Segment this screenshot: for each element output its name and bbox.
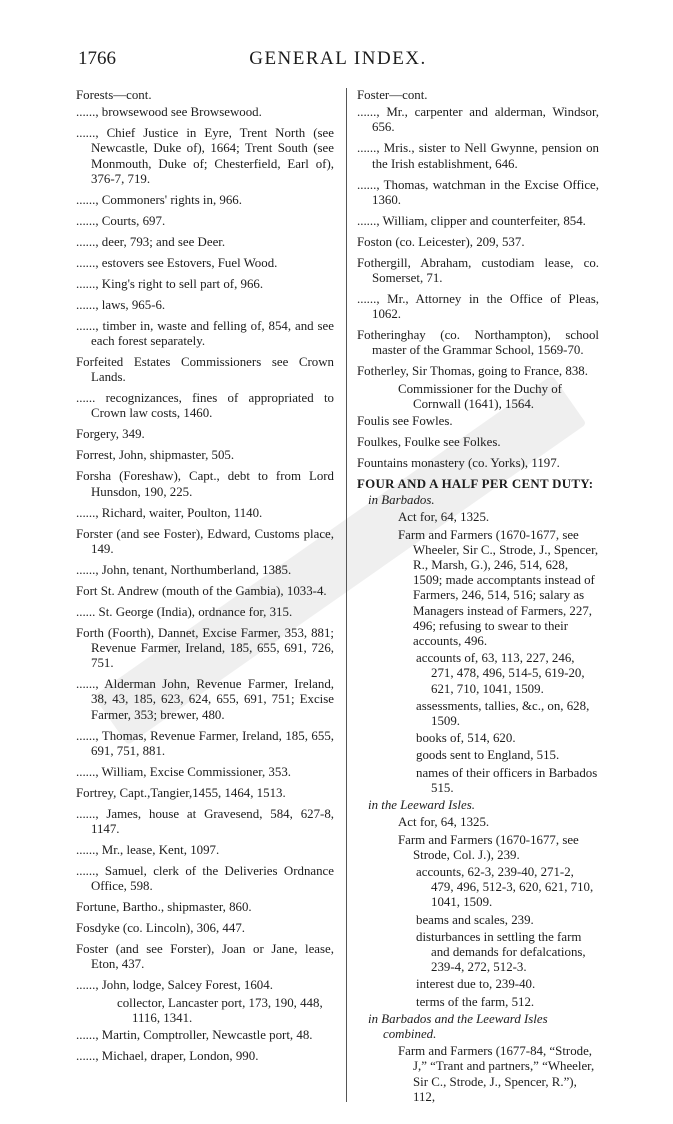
index-entry: Forrest, John, shipmaster, 505. [76, 448, 235, 463]
page-header [78, 48, 598, 76]
index-heading: FOUR AND A HALF PER CENT DUTY: [357, 477, 594, 492]
index-entry: Fortune, Bartho., shipmaster, 860. [76, 900, 252, 915]
index-entry: ...... recognizances, fines of appropriated to Crown law costs, 1460. [76, 391, 334, 421]
index-subentry: Farm and Farmers (1670-1677, see Wheeler, Sir C., Strode, J., Spencer, R., Marsh, G.), 246, 514, 628, 1509; made accomptants instead of Farmers, 246, 514, 516; salary as Managers instead of Farmers, 227, 496; refusing to swear to their accounts, 496. [398, 527, 599, 649]
index-entry: ......, timber in, waste and felling of, 854, and see each forest separately. [76, 318, 334, 349]
index-entry: ......, William, Excise Commissioner, 353. [76, 764, 291, 779]
index-subentry: accounts of, 63, 113, 227, 246, 271, 478, 496, 514-5, 619-20, 621, 710, 1041, 1509. [416, 651, 585, 696]
index-entry: Fort St. Andrew (mouth of the Gambia), 1033-4. [76, 583, 327, 598]
index-entry: Foulis see Fowles. [357, 414, 453, 429]
index-entry: ......, laws, 965-6. [76, 297, 166, 312]
index-entry: Forests—cont. [76, 88, 152, 102]
index-entry: ......, Courts, 697. [76, 213, 166, 228]
index-entry: ......, browsewood see Browsewood. [76, 105, 262, 120]
index-entry: ......, estovers see Estovers, Fuel Wood. [76, 255, 278, 270]
index-entry: ......, Mr., carpenter and alderman, Windsor, 656. [357, 105, 599, 135]
index-entry: ......, Michael, draper, London, 990. [76, 1049, 259, 1064]
index-subentry: collector, Lancaster port, 173, 190, 448, 1116, 1341. [117, 995, 323, 1025]
index-entry: Foster (and see Forster), Joan or Jane, lease, Eton, 437. [76, 942, 334, 972]
index-entry: Fotherley, Sir Thomas, going to France, 838. [357, 364, 588, 379]
index-entry: Forster (and see Foster), Edward, Customs place, 149. [76, 526, 334, 556]
index-subentry: Act for, 64, 1325. [398, 815, 490, 830]
index-entry: ......, Thomas, watchman in the Excise Office, 1360. [357, 177, 599, 207]
index-entry: Fortrey, Capt.,Tangier,1455, 1464, 1513. [76, 785, 286, 800]
index-entry: ......, Richard, waiter, Poulton, 1140. [76, 505, 263, 520]
index-entry: Forsha (Foreshaw), Capt., debt to from Lord Hunsdon, 190, 225. [76, 469, 334, 499]
index-subentry: books of, 514, 620. [416, 731, 516, 746]
index-entry: ......, Alderman John, Revenue Farmer, Ireland, 38, 43, 185, 623, 624, 655, 691, 751; Excise Farmer, 353; brewer, 480. [76, 677, 334, 722]
index-entry: ......, Mris., sister to Nell Gwynne, pension on the Irish establishment, 646. [357, 141, 599, 171]
column-divider [346, 88, 347, 1102]
left-column [76, 88, 334, 1070]
index-entry: ......, Martin, Comptroller, Newcastle port, 48. [76, 1028, 313, 1043]
page-title: GENERAL INDEX. [249, 48, 427, 69]
index-entry: ......, John, lodge, Salcey Forest, 1604. [76, 978, 273, 993]
index-subentry: interest due to, 239-40. [416, 977, 536, 992]
index-subentry: Farm and Farmers (1677-84, “Strode, J,” “Trant and partners,” “Wheeler, Sir C., Strode, J., Spencer, R.”), 112, [398, 1044, 595, 1104]
index-entry: Fothergill, Abraham, custodiam lease, co. Somerset, 71. [357, 255, 599, 286]
index-entry: Foston (co. Leicester), 209, 537. [357, 234, 525, 249]
index-subentry: Commissioner for the Duchy of Cornwall (1641), 1564. [398, 381, 562, 411]
index-subentry: disturbances in settling the farm and demands for defalcations, 239-4, 272, 512-3. [416, 929, 586, 975]
index-subentry: Farm and Farmers (1670-1677, see Strode, Col. J.), 239. [398, 832, 579, 862]
index-entry: ......, Mr., lease, Kent, 1097. [76, 843, 220, 858]
index-entry: ......, Commoners' rights in, 966. [76, 192, 242, 207]
index-entry: Fountains monastery (co. Yorks), 1197. [357, 456, 560, 471]
index-entry: Fosdyke (co. Lincoln), 306, 447. [76, 921, 245, 936]
index-entry: Forfeited Estates Commissioners see Crown Lands. [76, 355, 334, 385]
index-entry: Forth (Foorth), Dannet, Excise Farmer, 353, 881; Revenue Farmer, Ireland, 185, 655, 691, 726, 751. [76, 625, 334, 671]
index-entry: ......, John, tenant, Northumberland, 1385. [76, 562, 292, 577]
index-entry: ......, Mr., Attorney in the Office of Pleas, 1062. [357, 292, 599, 322]
index-subentry: accounts, 62-3, 239-40, 271-2, 479, 496, 512-3, 620, 621, 710, 1041, 1509. [416, 864, 594, 910]
index-entry: Fotheringhay (co. Northampton), school master of the Grammar School, 1569-70. [357, 328, 599, 358]
index-entry: Foster—cont. [357, 88, 428, 102]
index-entry: ......, Chief Justice in Eyre, Trent North (see Newcastle, Duke of), 1664; Trent South (see Monmouth, Duke of; Chesterfield, Earl of), 376-7, 719. [76, 126, 334, 186]
index-entry: ......, deer, 793; and see Deer. [76, 234, 226, 249]
index-subentry: assessments, tallies, &c., on, 628, 1509. [416, 698, 590, 729]
page-number: 1766 [78, 48, 116, 69]
index-subentry: Act for, 64, 1325. [398, 510, 490, 525]
index-entry: ......, Samuel, clerk of the Deliveries Ordnance Office, 598. [76, 864, 334, 894]
index-subentry: in Barbados. [368, 493, 435, 508]
index-entry: Foulkes, Foulke see Folkes. [357, 435, 501, 450]
right-column [357, 88, 599, 1107]
index-entry: ......, William, clipper and counterfeiter, 854. [357, 213, 586, 228]
index-subentry: goods sent to England, 515. [416, 748, 560, 763]
index-subentry: terms of the farm, 512. [416, 994, 535, 1009]
index-entry: ......, James, house at Gravesend, 584, 627-8, 1147. [76, 806, 334, 837]
index-entry: ......, Thomas, Revenue Farmer, Ireland, 185, 655, 691, 751, 881. [76, 728, 334, 758]
index-entry: ...... St. George (India), ordnance for, 315. [76, 604, 293, 619]
index-subentry: in Barbados and the Leeward Isles combined. [368, 1011, 548, 1041]
index-subentry: names of their officers in Barbados 515. [416, 765, 598, 795]
index-subentry: beams and scales, 239. [416, 912, 534, 927]
index-subentry: in the Leeward Isles. [368, 798, 475, 813]
index-entry: Forgery, 349. [76, 427, 145, 442]
index-entry: ......, King's right to sell part of, 966. [76, 276, 264, 291]
